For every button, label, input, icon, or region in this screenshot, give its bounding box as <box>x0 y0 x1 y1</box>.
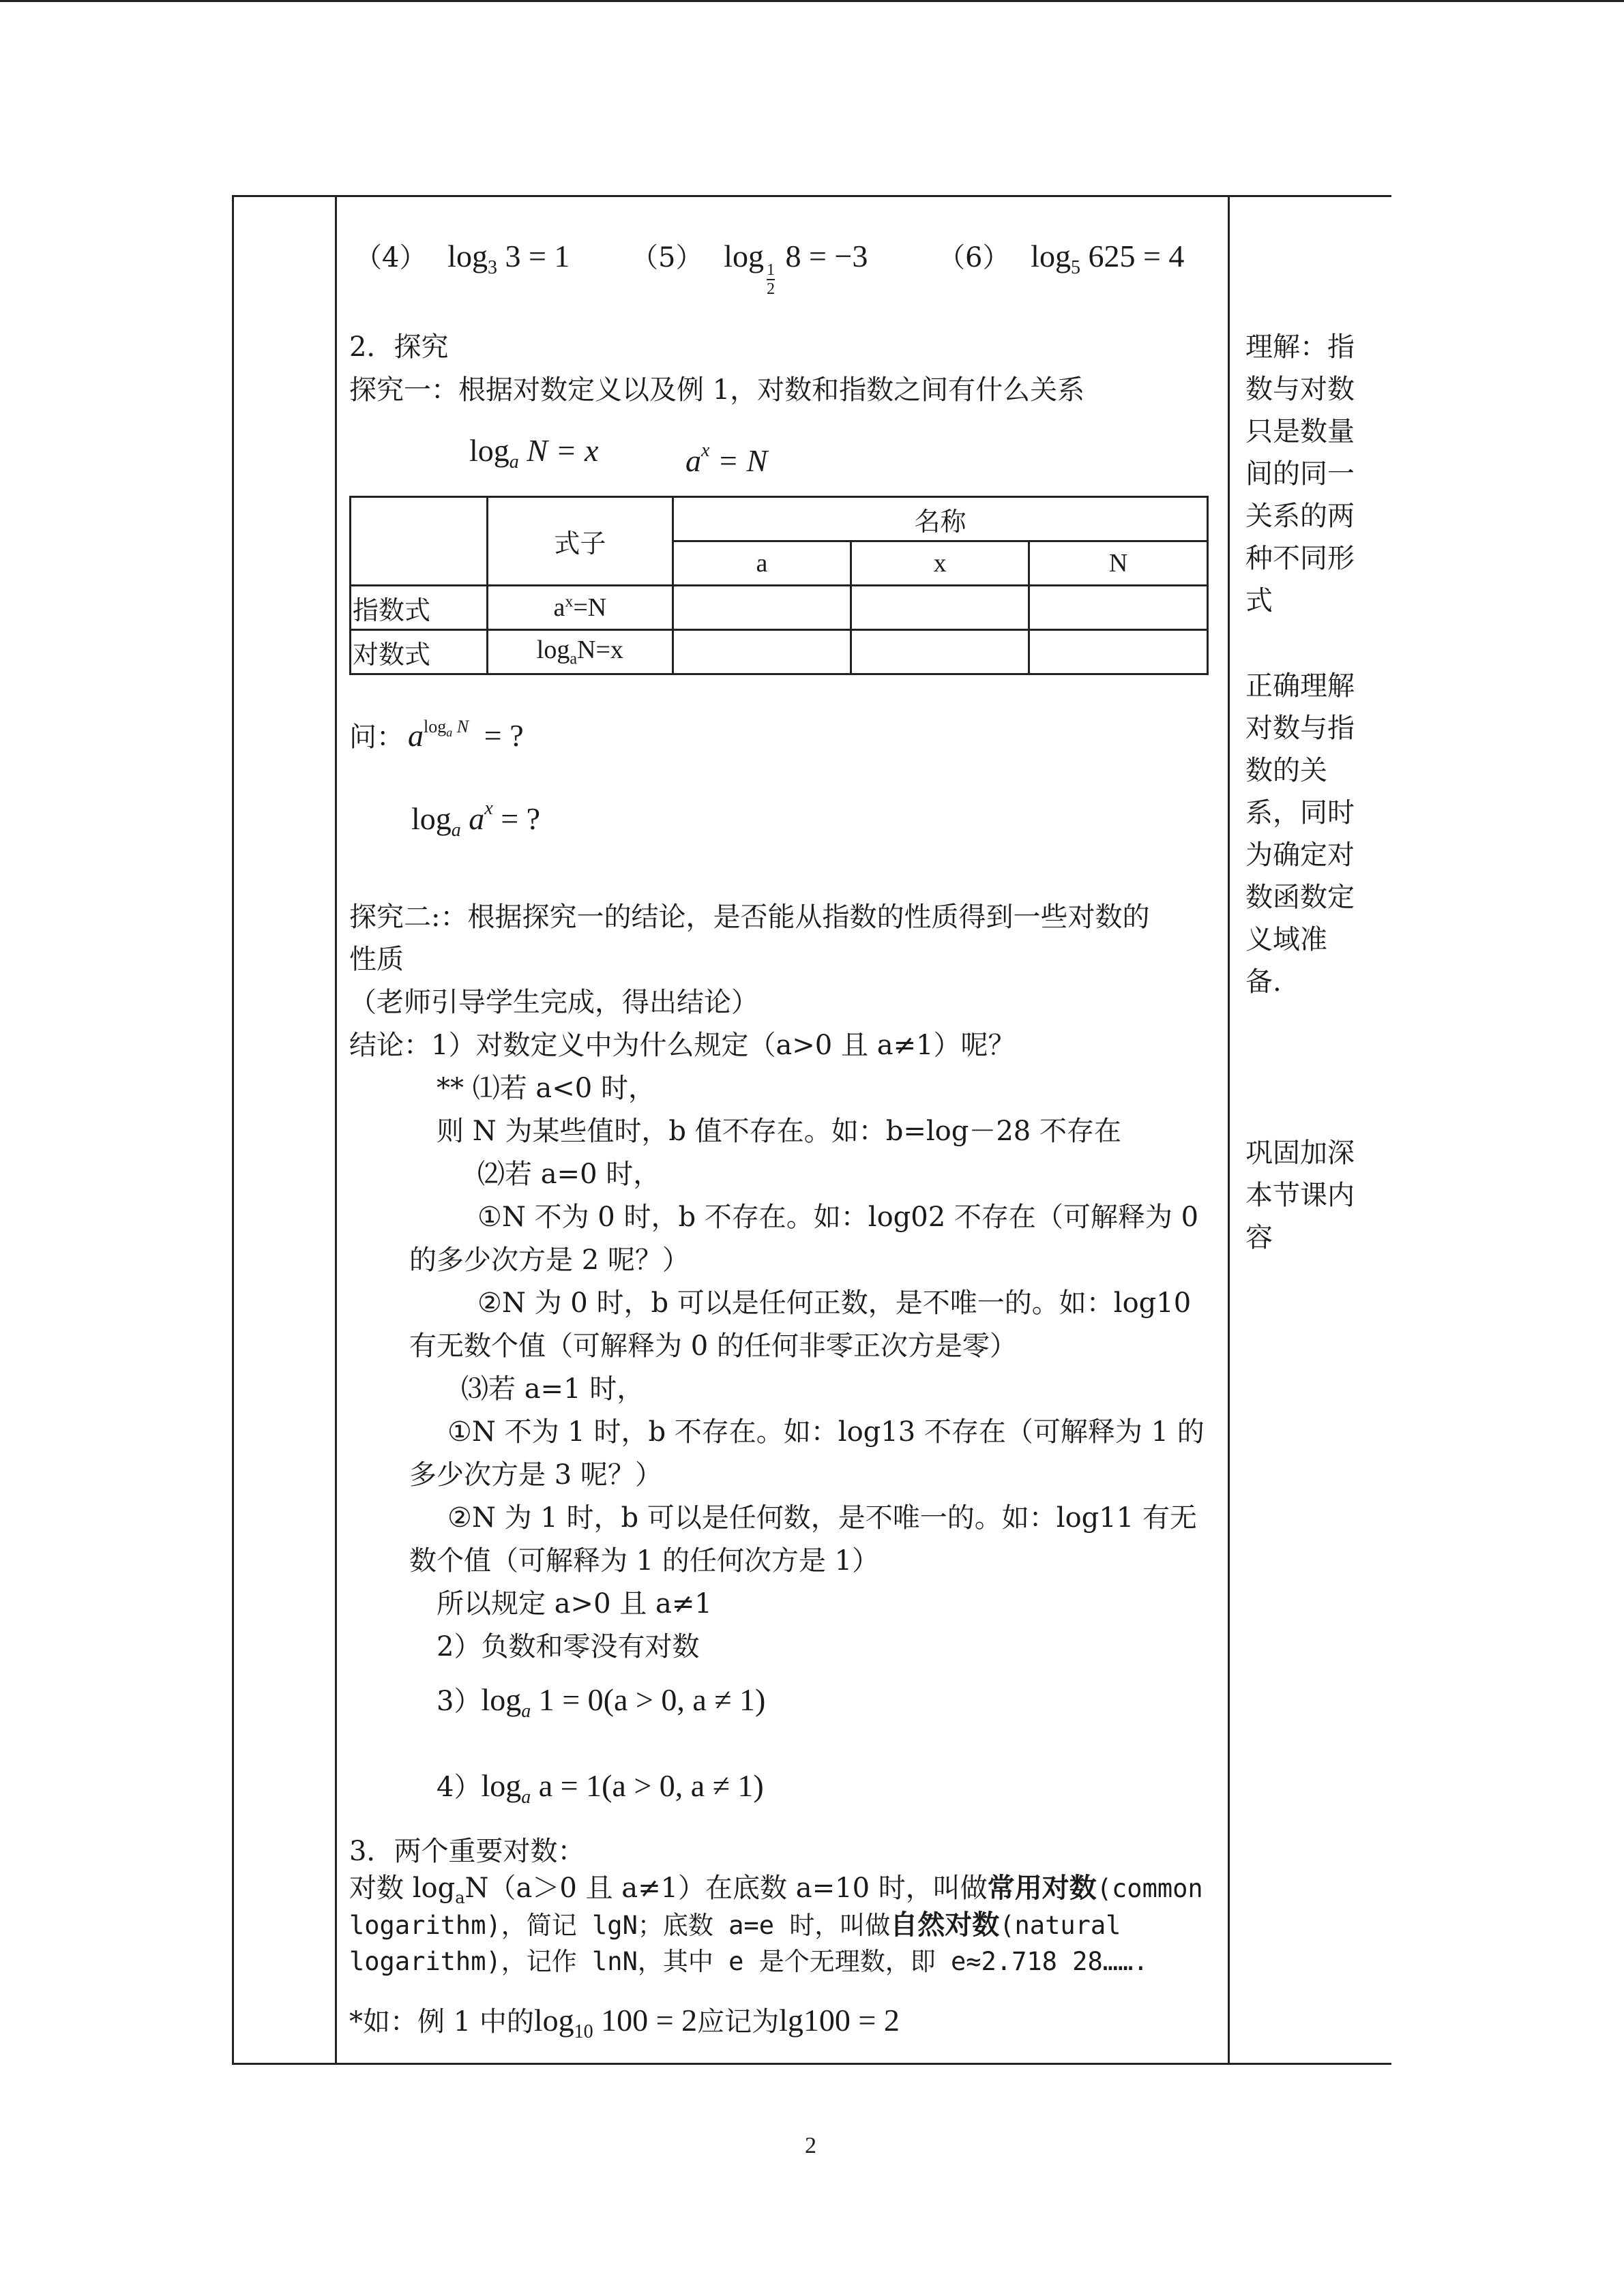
frame-top <box>232 195 1391 197</box>
note-line: 为确定对 <box>1245 839 1355 871</box>
case-a-one-1-cont: 多少次方是 3 呢？） <box>409 1459 662 1491</box>
note-line: 义域准 <box>1245 924 1327 955</box>
case-a-zero-2-cont: 有无数个值（可解释为 0 的任何非零正次方是零） <box>409 1330 1017 1362</box>
explore2-line3: （老师引导学生完成，得出结论） <box>349 987 758 1018</box>
conclusion-4: $4)\log_a$ a = 1(a > 0, a ≠ 1) <box>437 1768 764 1808</box>
table-cell-empty <box>673 630 851 674</box>
table-cell-empty <box>1029 586 1208 630</box>
note-line: 本节课内 <box>1245 1180 1355 1211</box>
table-row <box>351 586 1208 630</box>
note-line: 关系的两 <box>1245 501 1355 532</box>
sidebar-note-2 <box>1245 665 1368 1003</box>
explore2-line1: 探究二:：根据探究一的结论，是否能从指数的性质得到一些对数的 <box>349 901 1150 933</box>
table-cell-empty <box>851 630 1029 674</box>
note-line: 巩固加深 <box>1245 1137 1355 1169</box>
frame-left <box>232 195 234 2065</box>
conclusion-1-summary: 所以规定 a>0 且 a≠1 <box>437 1588 712 1620</box>
sidebar-note-3 <box>1245 1132 1368 1259</box>
table-empty-corner <box>351 497 488 586</box>
note-line: 数函数定 <box>1245 882 1355 913</box>
table-subheader-a: a <box>673 541 851 586</box>
row-formula-logarithmic: $\log_aN=x$ <box>487 630 673 674</box>
case-a-one-2: ②N 为 1 时，b 可以是任何数，是不唯一的。如：log11 有无 <box>447 1502 1197 1534</box>
note-line: 理解：指 <box>1245 331 1355 363</box>
case-a-one-1: ①N 不为 1 时，b 不存在。如：log13 不存在（可解释为 1 的 <box>447 1416 1205 1448</box>
case-a-zero: ⑵若 a=0 时， <box>477 1159 661 1190</box>
note-line: 式 <box>1245 585 1273 616</box>
note-line: 数与对数 <box>1245 374 1355 405</box>
conclusion-3: $3)\log_a$ 1 = 0(a > 0, a ≠ 1) <box>437 1682 766 1722</box>
note-line: 间的同一 <box>1245 458 1355 490</box>
case-a-one: ⑶若 a=1 时， <box>461 1373 645 1405</box>
explore-q1: 探究一：根据对数定义以及例 1，对数和指数之间有什么关系 <box>349 374 1085 406</box>
explore-heading: 2．探究 <box>349 331 449 363</box>
table-cell-empty <box>673 586 851 630</box>
frame-col2 <box>1228 195 1230 2065</box>
row-label-exponential: 指数式 <box>351 586 488 630</box>
note-line: 系，同时 <box>1245 797 1355 829</box>
important-line3: logarithm)，记作 lnN，其中 e 是个无理数，即 e≈2.718 28……. <box>349 1947 1149 1976</box>
table-row <box>351 630 1208 674</box>
sidebar-note-1 <box>1245 326 1368 622</box>
formula-exp: $a^x = N$ <box>685 440 768 478</box>
note-line: 只是数量 <box>1245 416 1355 447</box>
example-5: （5） $\log\frac{1}{2}$ 8 = −3 <box>631 239 868 298</box>
conclusion-1: 结论：1）对数定义中为什么规定（a>0 且 a≠1）呢？ <box>349 1030 1016 1061</box>
frame-col1 <box>335 195 337 2065</box>
top-border <box>0 0 1624 2</box>
example-6: （6） $\log_5 625 = 4$ <box>938 239 1185 278</box>
row-formula-exponential: $a^x=N$ <box>487 586 673 630</box>
frame-bottom <box>232 2063 1391 2065</box>
case-a-negative-detail: 则 N 为某些值时，b 值不存在。如：b=log－28 不存在 <box>437 1116 1121 1147</box>
case-a-zero-1: ①N 不为 0 时，b 不存在。如：log02 不存在（可解释为 0 <box>477 1202 1199 1233</box>
note-line: 容 <box>1245 1222 1273 1253</box>
note-line: 种不同形 <box>1245 543 1355 574</box>
case-a-negative: ** ⑴若 a<0 时， <box>437 1073 655 1104</box>
log-exp-table <box>349 496 1209 675</box>
case-a-zero-2: ②N 为 0 时，b 可以是任何正数，是不唯一的。如：log10 <box>477 1287 1192 1319</box>
important-example: *如：例 1 中的$\log_{10} 100 = 2$应记为lg100 = 2 <box>349 2003 900 2042</box>
important-line1: 对数 $\log_aN(a>0$ 且 a≠1）在底数 a=10 时，叫做常用对数(common <box>349 1872 1203 1907</box>
note-line: 正确理解 <box>1245 670 1355 702</box>
table-subheader-N: N <box>1029 541 1208 586</box>
page-number: 2 <box>805 2133 816 2158</box>
formula-log: $\log_a N = x$ <box>469 433 599 473</box>
table-header-formula: 式子 <box>487 497 673 586</box>
table-header-name: 名称 <box>673 497 1207 541</box>
important-heading: 3．两个重要对数： <box>349 1836 585 1867</box>
important-line2: logarithm)，简记 lgN；底数 a=e 时，叫做自然对数(natural <box>349 1909 1121 1941</box>
question-1: 问： $a^{log_a N}$ = ? <box>349 717 524 753</box>
note-line: 对数与指 <box>1245 713 1355 744</box>
table-cell-empty <box>851 586 1029 630</box>
conclusion-2: 2）负数和零没有对数 <box>437 1631 700 1663</box>
note-line: 数的关 <box>1245 755 1327 786</box>
row-label-logarithmic: 对数式 <box>351 630 488 674</box>
note-line: 备. <box>1245 966 1282 998</box>
table-cell-empty <box>1029 630 1208 674</box>
explore2-line2: 性质 <box>349 944 404 975</box>
table-subheader-x: x <box>851 541 1029 586</box>
case-a-zero-1-cont: 的多少次方是 2 呢？） <box>409 1244 690 1276</box>
case-a-one-2-cont: 数个值（可解释为 1 的任何次方是 1） <box>409 1545 880 1577</box>
example-4: （4） $\log_3 3 = 1$ <box>355 239 570 278</box>
question-2: $\log_a a^x$ = ? <box>411 798 541 841</box>
